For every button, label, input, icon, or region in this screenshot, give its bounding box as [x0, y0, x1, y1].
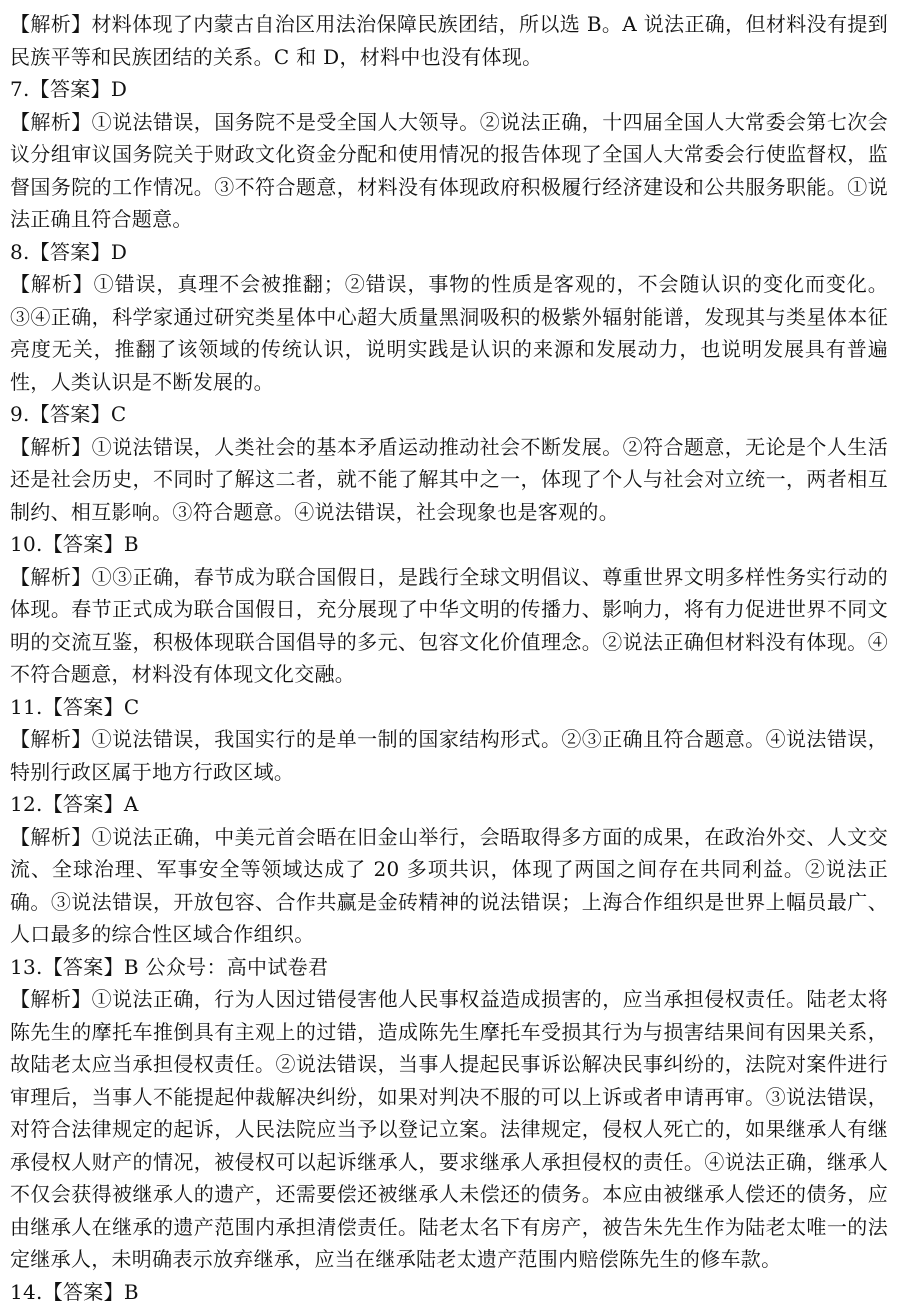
analysis-paragraph: 【解析】①说法正确，中美元首会晤在旧金山举行，会晤取得多方面的成果，在政治外交、人文交流、全球治理、军事安全等领域达成了 20 多项共识，体现了两国之间存在共同利益。②说法正确。③说法错误，开放包容、合作共赢是金砖精神的说法错误；上海合作组织是世界上幅员最广、人口最多的综合性区域合作组织。 [10, 824, 888, 946]
analysis-paragraph: 【解析】材料体现了内蒙古自治区用法治保障民族团结，所以选 B。A 说法正确，但材料没有提到民族平等和民族团结的关系。C 和 D，材料中也没有体现。 [10, 12, 888, 69]
analysis-paragraph: 【解析】①说法正确，行为人因过错侵害他人民事权益造成损害的，应当承担侵权责任。陆老太将陈先生的摩托车推倒具有主观上的过错，造成陈先生摩托车受损其行为与损害结果间有因果关系，故陆老太应当承担侵权责任。②说法错误，当事人提起民事诉讼解决民事纠纷的，法院对案件进行审理后，当事人不能提起仲裁解决纠纷，如果对判决不服的可以上诉或者申请再审。③说法错误，对符合法律规定的起诉，人民法院应当予以登记立案。法律规定，侵权人死亡的，如果继承人有继承侵权人财产的情况，被侵权可以起诉继承人，要求继承人承担侵权的责任。④说法正确，继承人不仅会获得被继承人的遗产，还需要偿还被继承人未偿还的债务。本应由被继承人偿还的债务，应由继承人在继承的遗产范围内承担清偿责任。陆老太名下有房产，被告朱先生作为陆老太唯一的法定继承人，未明确表示放弃继承，应当在继承陆老太遗产范围内赔偿陈先生的修车款。 [10, 987, 888, 1271]
answer-line-9: 9.【答案】C [10, 402, 127, 426]
answer-line-12: 12.【答案】A [10, 792, 139, 816]
analysis-paragraph: 【解析】①说法错误，我国实行的是单一制的国家结构形式。②③正确且符合题意。④说法错误，特别行政区属于地方行政区域。 [10, 727, 888, 784]
answer-line-7: 7.【答案】D [10, 77, 128, 101]
answer-line-14: 14.【答案】B [10, 1279, 139, 1304]
answer-line-13: 13.【答案】B 公众号：高中试卷君 [10, 954, 329, 979]
answer-line-10: 10.【答案】B [10, 532, 139, 556]
analysis-paragraph: 【解析】①说法错误，人类社会的基本矛盾运动推动社会不断发展。②符合题意，无论是个人生活还是社会历史，不同时了解这二者，就不能了解其中之一，体现了个人与社会对立统一，两者相互制约、相互影响。③符合题意。④说法错误，社会现象也是客观的。 [10, 434, 888, 524]
answer-document [10, 8, 888, 1308]
analysis-paragraph: 【解析】①③正确，春节成为联合国假日，是践行全球文明倡议、尊重世界文明多样性务实行动的体现。春节正式成为联合国假日，充分展现了中华文明的传播力、影响力，将有力促进世界不同文明的交流互鉴，积极体现联合国倡导的多元、包容文化价值理念。②说法正确但材料没有体现。④不符合题意，材料没有体现文化交融。 [10, 564, 888, 686]
answer-line-11: 11.【答案】C [10, 694, 140, 719]
answer-line-8: 8.【答案】D [10, 239, 128, 264]
analysis-paragraph: 【解析】①说法错误，国务院不是受全国人大领导。②说法正确，十四届全国人大常委会第七次会议分组审议国务院关于财政文化资金分配和使用情况的报告体现了全国人大常委会行使监督权，监督国务院的工作情况。③不符合题意，材料没有体现政府积极履行经济建设和公共服务职能。①说法正确且符合题意。 [10, 109, 888, 231]
analysis-paragraph: 【解析】①错误，真理不会被推翻；②错误，事物的性质是客观的，不会随认识的变化而变化。③④正确，科学家通过研究类星体中心超大质量黑洞吸积的极紫外辐射能谱，发现其与类星体本征亮度无关，推翻了该领域的传统认识，说明实践是认识的来源和发展动力，也说明发展具有普遍性，人类认识是不断发展的。 [10, 272, 888, 394]
